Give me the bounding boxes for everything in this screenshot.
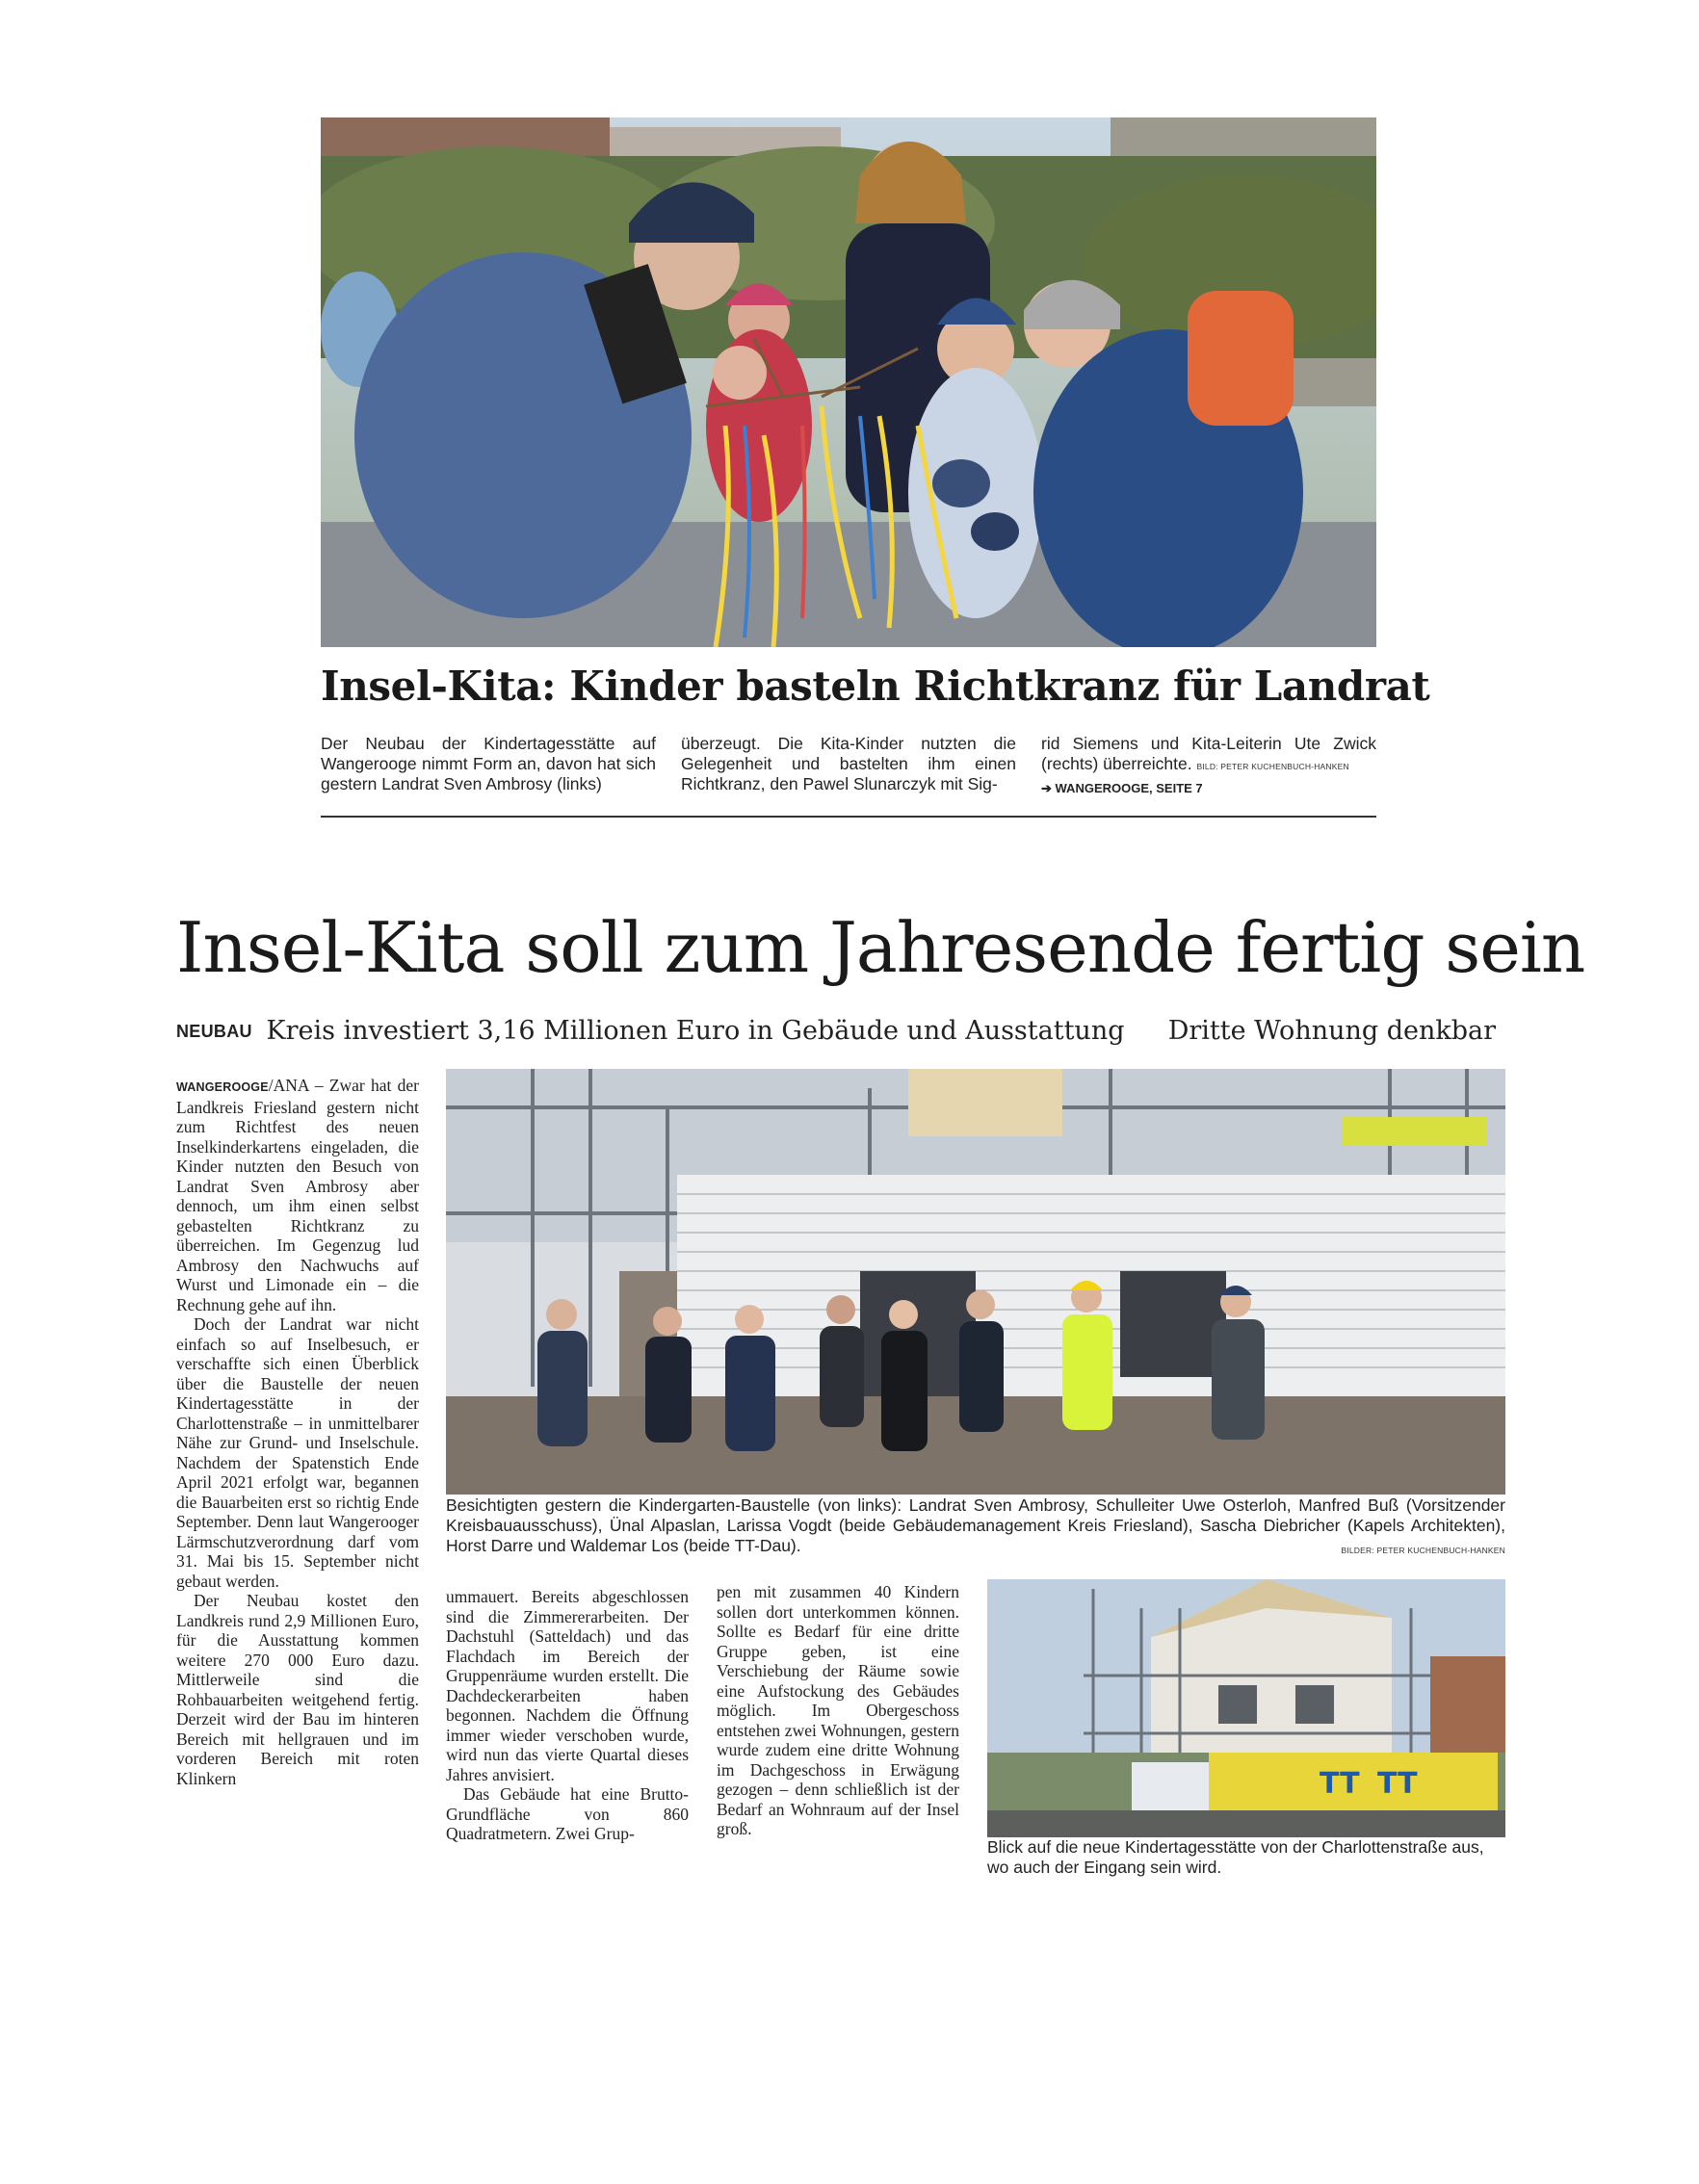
byline: /ANA <box>268 1076 309 1095</box>
construction-site-group-photo <box>446 1069 1505 1495</box>
building-street-view-photo <box>987 1579 1505 1837</box>
main-headline: Insel-Kita soll zum Jahresende fertig sein <box>176 907 1585 988</box>
article-paragraph: pen mit zusammen 40 Kindern sollen dort unterkommen können. Sollte es Bedarf für eine dritte Gruppe geben, ist eine Verschiebung der Räume sowie eine Aufstockung des Gebäudes möglich. Im Obergeschoss entstehen zwei Wohnungen, gestern wurde zudem eine dritte Wohnung im Dachgeschoss in Erwägung gezogen – denn schließlich ist der Bedarf an Wohnraum auf der Insel groß. <box>717 1582 959 1838</box>
group-photo-credit: BILDER: PETER KUCHENBUCH-HANKEN <box>1341 1546 1505 1555</box>
subline-1: Kreis investiert 3,16 Millionen Euro in Gebäude und Ausstattung <box>266 1016 1125 1046</box>
top-caption-text: rid Siemens und Kita-Leiterin Ute Zwick (rechts) überreichte. <box>1041 734 1376 773</box>
article-paragraph: Der Neubau kostet den Landkreis rund 2,9 Millionen Euro, für die Ausstattung kommen weitere 270 000 Euro dazu. Mittlerweile sind die Rohbauarbeiten weitgehend fertig. Derzeit wird der Bau im hinteren Bereich mit hellgrauen und im vorderen Bereich mit roten Klinkern <box>176 1591 419 1788</box>
dateline: WANGEROOGE <box>176 1080 269 1094</box>
article-paragraph: ummauert. Bereits abgeschlossen sind die Zimmererarbeiten. Der Dachstuhl (Satteldach) und das Flachdach im Bereich der Gruppenräume wurden erstellt. Die Dachdeckerarbeiten haben begonnen. Nachdem die Öffnung immer wieder verschoben wurde, wird nun das vierte Quartal dieses Jahres anvisiert. <box>446 1587 689 1784</box>
article-paragraph <box>176 1076 419 1314</box>
group-photo-caption <box>446 1495 1505 1561</box>
top-caption-col-3 <box>1041 734 1376 798</box>
subline-2: Dritte Wohnung denkbar <box>1167 1016 1497 1046</box>
article-column-2 <box>446 1587 689 1844</box>
banner-text: TT <box>1377 1767 1418 1801</box>
top-caption-col-1: Der Neubau der Kindertagesstätte auf Wangerooge nimmt Form an, davon hat sich gestern Landrat Sven Ambrosy (links) <box>321 734 656 793</box>
subheadline <box>176 1016 1525 1046</box>
banner-text: TT <box>1320 1767 1360 1801</box>
top-caption-col-2: überzeugt. Die Kita-Kinder nutzten die Gelegenheit und bastelten ihm einen Richtkranz, den Pawel Slunarczyk mit Sig- <box>681 734 1016 793</box>
top-story-photo <box>321 117 1376 647</box>
divider <box>321 816 1376 818</box>
top-story-headline: Insel-Kita: Kinder basteln Richtkranz für Landrat <box>321 663 1430 710</box>
page-reference: ➔ WANGEROOGE, SEITE 7 <box>1041 781 1203 795</box>
article-paragraph: Doch der Landrat war nicht einfach so auf Inselbesuch, er verschaffte sich einen Überblick über die Baustelle der neuen Kindertagesstätte in der Charlottenstraße – in unmittelbarer Nähe zur Grund- und Inselschule. Nachdem der Spatenstich Ende April 2021 erfolgt war, begannen die Bauarbeiten erst so richtig Ende September. Denn laut Wangerooger Lärmschutzverordnung darf vom 31. Mai bis 15. September nicht gebaut werden. <box>176 1314 419 1591</box>
article-column-1 <box>176 1076 419 1788</box>
article-paragraph: Das Gebäude hat eine Brutto-Grundfläche von 860 Quadratmetern. Zwei Grup- <box>446 1784 689 1843</box>
kicker: NEUBAU <box>176 1022 252 1041</box>
street-view-caption: Blick auf die neue Kindertagesstätte von der Charlottenstraße aus, wo auch der Eingang sein wird. <box>987 1837 1484 1877</box>
group-photo-caption-text: Besichtigten gestern die Kindergarten-Baustelle (von links): Landrat Sven Ambrosy, Schulleiter Uwe Osterloh, Manfred Buß (Vorsitzender Kreisbauausschuss), Ünal Alpaslan, Larissa Vogdt (beide Gebäudemanagement Kreis Friesland), Sascha Diebricher (Kapels Architekten), Horst Darre und Waldemar Los (beide TT-Dau). <box>446 1495 1505 1555</box>
paragraph-text: – Zwar hat der Landkreis Friesland gestern nicht zum Richtfest des neuen Inselkinderkartens eingeladen, die Kinder nutzten den Besuch von Landrat Sven Ambrosy aber dennoch, um ihm einen selbst gebastelten Richtkranz zu überreichen. Im Gegenzug lud Ambrosy den Nachwuchs auf Wurst und Limonade ein – die Rechnung gehe auf ihn. <box>176 1076 419 1314</box>
top-photo-credit: BILD: PETER KUCHENBUCH-HANKEN <box>1196 762 1349 771</box>
top-story-caption <box>321 734 1376 798</box>
article-column-3 <box>717 1582 959 1839</box>
